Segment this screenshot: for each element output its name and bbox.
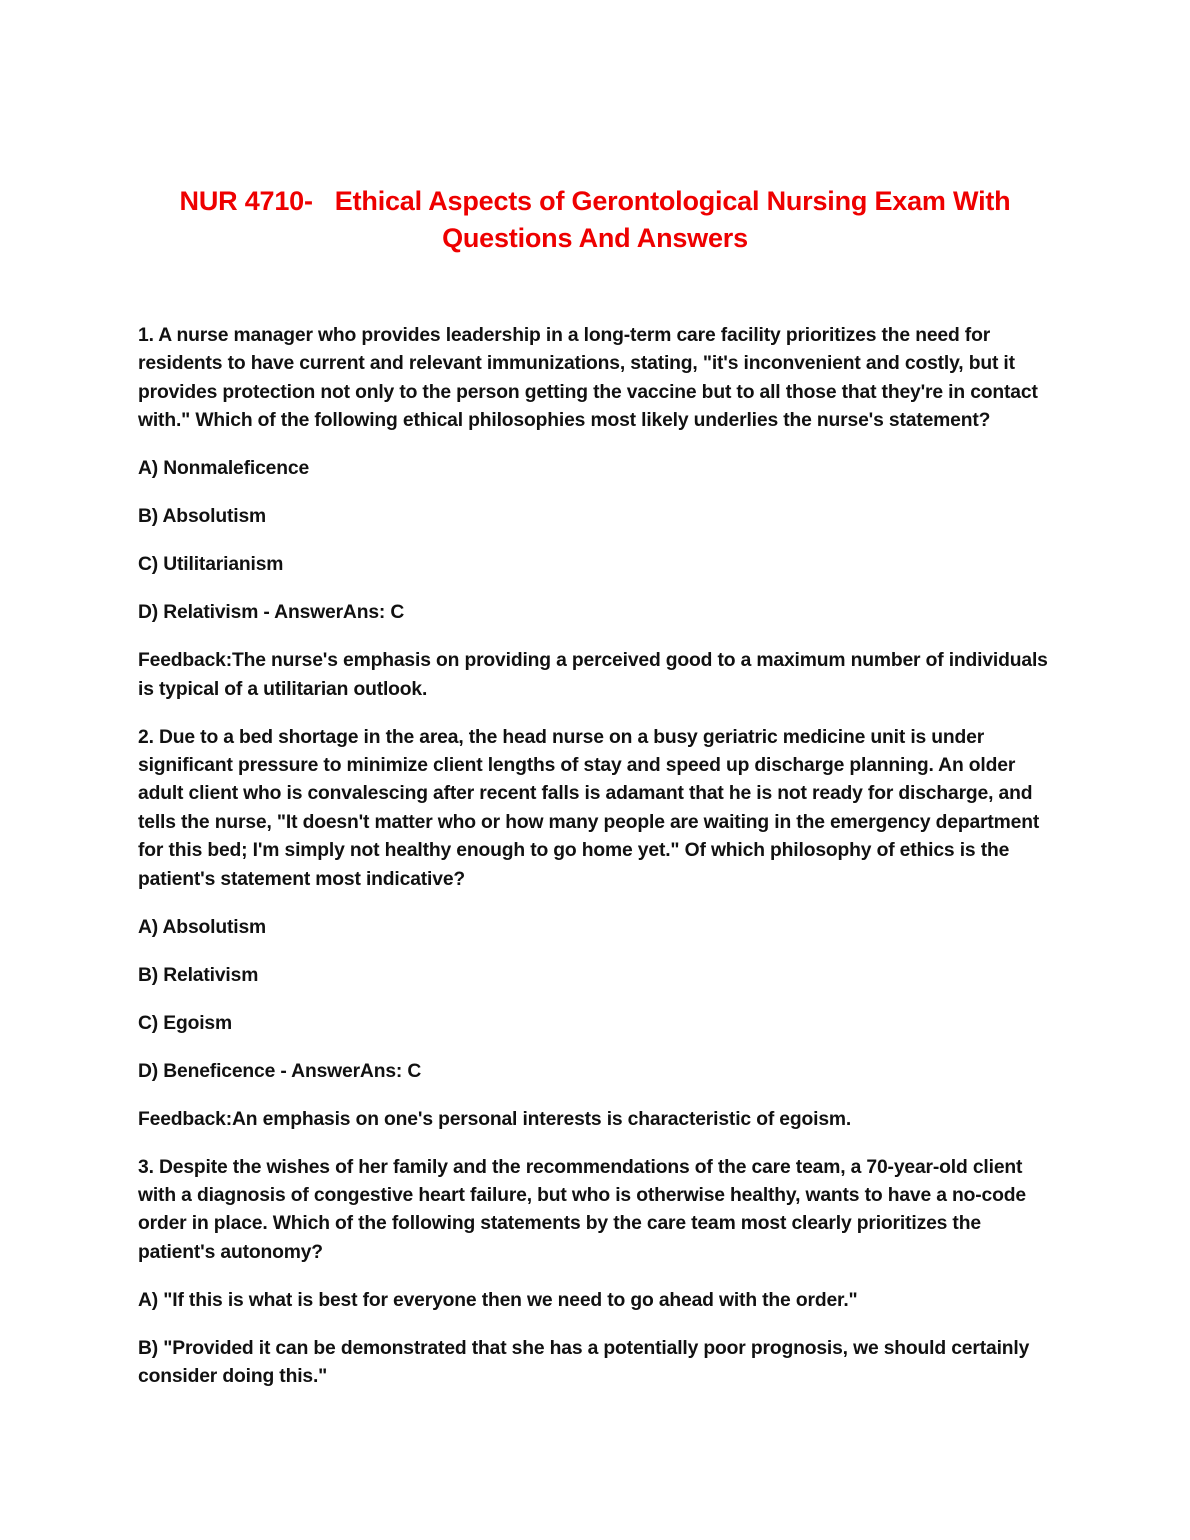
question-1-option-d-answer: D) Relativism - AnswerAns: C [138,602,405,624]
question-2-option-a: A) Absolutism [138,916,267,938]
question-1-option-c: C) Utilitarianism [138,554,284,576]
question-3-option-a: A) "If this is what is best for everyone then we need to go ahead with the order." [138,1289,858,1311]
question-1-option-b: B) Absolutism [138,506,267,528]
document-title [100,183,1090,257]
question-2-feedback: Feedback:An emphasis on one's personal interests is characteristic of egoism. [138,1108,852,1130]
question-3-text: 3. Despite the wishes of her family and the recommendations of the care team, a 70-year-old client with a diagnosis of congestive heart failure, but who is otherwise healthy, wants to have a no-code order in place. Which of the following statements by the care team most clearly prioritizes the patient's autonomy? [138,1156,1026,1263]
title-text-line2: Questions And Answers [442,223,748,253]
course-code: NUR 4710- [179,186,313,216]
question-1-text: 1. A nurse manager who provides leadership in a long-term care facility prioritizes the need for residents to have current and relevant immunizations, stating, "it's inconvenient and costly, but it provides protection not only to the person getting the vaccine but to all those that they're in contact with." Which of the following ethical philosophies most likely underlies the nurse's statement? [138,325,1038,432]
title-text: Ethical Aspects of Gerontological Nursing Exam With [334,186,1011,216]
question-2-option-b: B) Relativism [138,964,259,986]
question-3-option-b: B) "Provided it can be demonstrated that she has a potentially poor prognosis, we should certainly consider doing this." [138,1337,1030,1388]
question-2-option-c: C) Egoism [138,1012,232,1034]
document-body [138,322,1058,1411]
question-1-feedback: Feedback:The nurse's emphasis on providing a perceived good to a maximum number of individuals is typical of a utilitarian outlook. [138,650,1048,700]
question-2-text: 2. Due to a bed shortage in the area, the head nurse on a busy geriatric medicine unit is under significant pressure to minimize client lengths of stay and speed up discharge planning. An older adult client who is convalescing after recent falls is adamant that he is not ready for discharge, and tells the nurse, "It doesn't matter who or how many people are waiting in the emergency department for this bed; I'm simply not healthy enough to go home yet." Of which philosophy of ethics is the patient's statement most indicative? [138,726,1040,890]
question-1-option-a: A) Nonmaleficence [138,458,310,480]
question-2-option-d-answer: D) Beneficence - AnswerAns: C [138,1060,422,1082]
